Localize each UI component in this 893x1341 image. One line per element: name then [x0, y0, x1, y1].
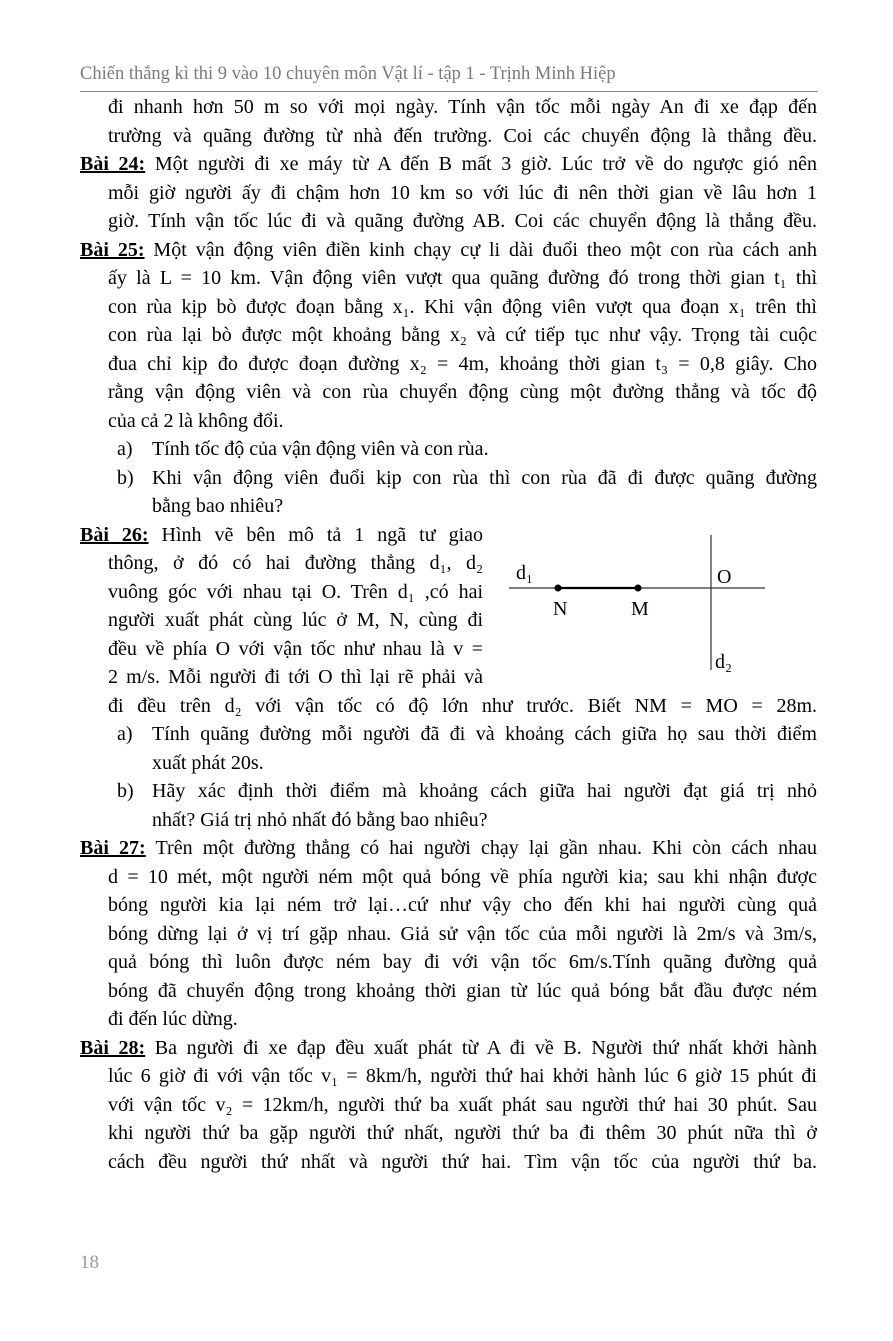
running-header: Chiến thắng kì thi 9 vào 10 chuyên môn Vật lí - tập 1 - Trịnh Minh Hiệp [80, 64, 616, 84]
text-line: đi đến lúc dừng. [108, 1008, 238, 1030]
text-span: Hãy xác định thời điểm mà khoảng cách giữa hai người đạt giá trị nhỏ [152, 780, 817, 802]
problem-24-line [80, 150, 817, 179]
text-line: lúc 6 giờ đi với vận tốc v₁ = 8km/h, người thứ hai khởi hành lúc 6 giờ 15 phút đi [108, 1065, 817, 1087]
text-line: đi đều trên d₂ với vận tốc có độ lớn như trước. Biết NM = MO = 28m. [108, 694, 817, 717]
item-marker: a) [117, 438, 133, 460]
text-line: giờ. Tính vận tốc lúc đi và quãng đường AB. Coi các chuyển động là thẳng đều. [108, 210, 817, 232]
text-span: Một người đi xe máy từ A đến B mất 3 giờ. Lúc trở về do ngược gió nên [145, 153, 817, 175]
text-span: Hình vẽ bên mô tả 1 ngã tư giao [148, 523, 483, 546]
text-line: khi người thứ ba gặp người thứ nhất, người thứ ba đi thêm 30 phút nữa thì ở [108, 1122, 817, 1144]
text-line: với vận tốc v₂ = 12km/h, người thứ ba xuất phát sau người thứ hai 30 phút. Sau [108, 1093, 817, 1116]
text-span: Một vận động viên điền kinh chạy cự li dài đuổi theo một con rùa cách anh [144, 238, 818, 261]
item-line [117, 720, 817, 749]
text-span: Tính tốc độ của vận động viên và con rùa. [152, 438, 489, 460]
text-line: thông, ở đó có hai đường thẳng d₁, d₂ [108, 552, 483, 574]
header-divider [80, 91, 818, 92]
text-line: đi nhanh hơn 50 m so với mọi ngày. Tính vận tốc mỗi ngày An đi xe đạp đến [108, 96, 817, 118]
problem-25-line [80, 236, 817, 265]
label-o: O [717, 566, 732, 588]
label-n: N [553, 598, 568, 620]
text-line: bóng dừng lại ở vị trí gặp nhau. Giả sử vận tốc của mỗi người là 2m/s và 3m/s, [108, 922, 817, 945]
problem-26-line [80, 521, 483, 550]
item-marker: a) [117, 723, 133, 745]
problem-27-line [80, 834, 817, 863]
text-span: Khi vận động viên đuổi kịp con rùa thì con rùa đã đi được quãng đường [152, 466, 817, 489]
item-marker: b) [117, 466, 134, 489]
text-line: d = 10 mét, một người ném một quả bóng về phía người kia; sau khi nhận được [108, 865, 817, 888]
text-line: đều về phía O với vận tốc như nhau là v = [108, 637, 483, 660]
text-line: mỗi giờ người ấy đi chậm hơn 10 km so với lúc đi nên thời gian về lâu hơn 1 [108, 181, 817, 204]
text-line: bóng người kia lại ném trở lại…cứ như vậy cho đến khi hai người cùng quả [108, 894, 817, 916]
item-marker: b) [117, 780, 134, 802]
text-span: Tính quãng đường mỗi người đã đi và khoảng cách giữa họ sau thời điểm [152, 723, 817, 745]
text-line: của cả 2 là không đổi. [108, 409, 284, 432]
problem-label: Bài 24: [80, 153, 146, 175]
text-span: Trên một đường thẳng có hai người chạy lại gần nhau. Khi còn cách nhau [145, 837, 817, 859]
problem-28-line [80, 1034, 817, 1063]
problem-label: Bài 26: [80, 523, 149, 546]
text-line: quả bóng thì luôn được ném bay đi với vận tốc 6m/s.Tính quãng đường quả [108, 951, 817, 973]
label-d2: d₂ [715, 651, 732, 673]
intersection-diagram [500, 530, 780, 675]
problem-label: Bài 27: [80, 837, 146, 859]
text-span: Ba người đi xe đạp đều xuất phát từ A đi về B. Người thứ nhất khởi hành [145, 1036, 818, 1059]
text-line: xuất phát 20s. [152, 751, 264, 774]
text-line: con rùa lại bò được một khoảng bằng x₂ và cứ tiếp tục như vậy. Trọng tài cuộc [108, 324, 817, 346]
text-line: rằng vận động viên và con rùa chuyển động cùng một đường thẳng và tốc độ [108, 381, 817, 403]
text-line: con rùa kịp bò được đoạn bằng x₁. Khi vận động viên vượt qua đoạn x₁ trên thì [108, 295, 817, 318]
text-line: trường và quãng đường từ nhà đến trường. Coi các chuyển động là thẳng đều. [108, 124, 817, 147]
text-line: người xuất phát cùng lúc ở M, N, cùng đi [108, 609, 483, 631]
item-line [117, 435, 817, 464]
problem-label: Bài 25: [80, 238, 145, 261]
problem-label: Bài 28: [80, 1036, 146, 1059]
text-line: vuông góc với nhau tại O. Trên d₁ ,có hai [108, 580, 483, 603]
point-n [555, 585, 562, 592]
text-line: bằng bao nhiêu? [152, 495, 284, 517]
text-line: ấy là L = 10 km. Vận động viên vượt qua quãng đường đó trong thời gian t₁ thì [108, 267, 817, 289]
text-line: 2 m/s. Mỗi người đi tới O thì lại rẽ phải và [108, 666, 483, 688]
item-line [117, 464, 817, 493]
page-number: 18 [80, 1252, 99, 1273]
point-m [635, 585, 642, 592]
item-line [117, 777, 817, 806]
text-line: bóng đã chuyển động trong khoảng thời gian từ lúc quả bóng bắt đầu được ném [108, 979, 817, 1002]
text-line: cách đều người thứ nhất và người thứ hai. Tìm vận tốc của người thứ ba. [108, 1150, 817, 1173]
text-line: nhất? Giá trị nhỏ nhất đó bằng bao nhiêu? [152, 808, 488, 831]
label-m: M [631, 598, 649, 620]
text-line: đua chỉ kịp đo được đoạn đường x₂ = 4m, khoảng thời gian t₃ = 0,8 giây. Cho [108, 352, 817, 375]
label-d1: d₁ [516, 562, 533, 584]
